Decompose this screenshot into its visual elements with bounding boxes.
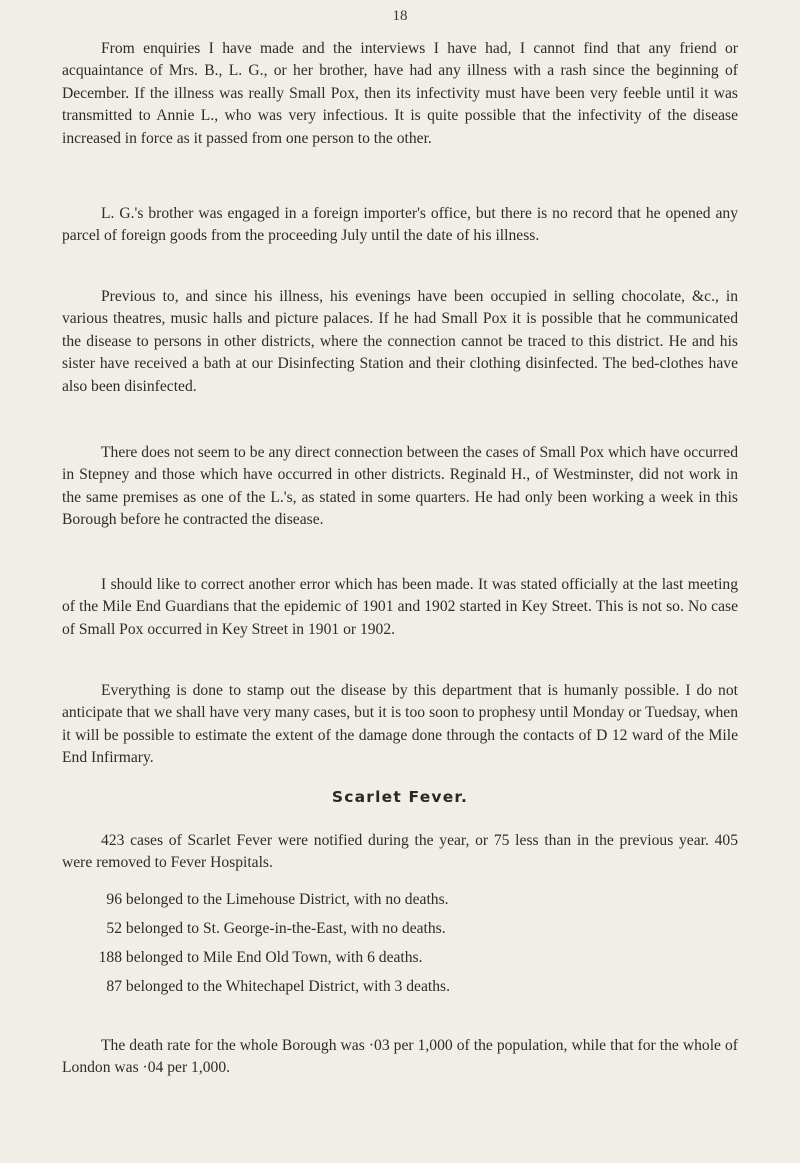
district-item-st-george [0, 918, 800, 940]
district-count: 96 [106, 891, 122, 908]
paragraph-death-rate: The death rate for the whole Borough was ·03 per 1,000 of the population, while that for the whole of London was ·04 per 1,000. [62, 1037, 738, 1077]
district-item-whitechapel [0, 976, 800, 998]
paragraph-correction: I should like to correct another error which has been made. It was stated officially at the last meeting of the Mile End Guardians that the epidemic of 1901 and 1902 started in Key Street. This is not so. No case of Small Pox occurred in Key Street in 1901 or 1902. [62, 576, 738, 638]
district-text: belonged to the Whitechapel District, with 3 deaths. [125, 978, 450, 995]
district-text: belonged to the Limehouse District, with no deaths. [125, 891, 449, 908]
district-count: 52 [106, 920, 122, 937]
district-item-limehouse [0, 889, 800, 911]
paragraph-scarlet-intro: 423 cases of Scarlet Fever were notified during the year, or 75 less than in the previous year. 405 were removed to Fever Hospitals. [62, 832, 738, 872]
district-item-mile-end [0, 947, 800, 969]
paragraph-everything-done: Everything is done to stamp out the disease by this department that is humanly possible. I do not anticipate that we shall have very many cases, but it is too soon to prophesy until Monday or Tuedsay, when it will be possible to estimate the extent of the damage done through the contacts of D 12 ward of the Mile End Infirmary. [62, 682, 738, 767]
district-text: belonged to Mile End Old Town, with 6 deaths. [125, 949, 423, 966]
paragraph-evenings: Previous to, and since his illness, his evenings have been occupied in selling chocolate, &c., in various theatres, music halls and picture palaces. If he had Small Pox it is possible that he communicated the disease to persons in other districts, where the connection cannot be traced to this district. He and his sister have received a bath at our Disinfecting Station and their clothing disinfected. The bed-clothes have also been disinfected. [62, 288, 738, 395]
district-count: 188 [98, 949, 122, 966]
page-number: 18 [392, 8, 408, 24]
paragraph-brother-office: L. G.'s brother was engaged in a foreign importer's office, but there is no record that he opened any parcel of foreign goods from the proceeding July until the date of his illness. [62, 205, 738, 245]
paragraph-enquiries: From enquiries I have made and the interviews I have had, I cannot find that any friend or acquaintance of Mrs. B., L. G., or her brother, have had any illness with a rash since the beginning of December. If the illness was really Small Pox, then its infectivity must have been very feeble until it was transmitted to Annie L., who was very infectious. It is quite possible that the infectivity of the disease increased in force as it passed from one person to the other. [62, 40, 738, 147]
district-count: 87 [106, 978, 122, 995]
paragraph-no-connection: There does not seem to be any direct connection between the cases of Small Pox which have occurred in Stepney and those which have occurred in other districts. Reginald H., of Westminster, did not work in the same premises as one of the L.'s, as stated in some quarters. He had only been working a week in this Borough before he contracted the disease. [62, 444, 738, 529]
district-text: belonged to St. George-in-the-East, with no deaths. [125, 920, 446, 937]
section-heading-scarlet-fever: Scarlet Fever. [331, 788, 469, 806]
